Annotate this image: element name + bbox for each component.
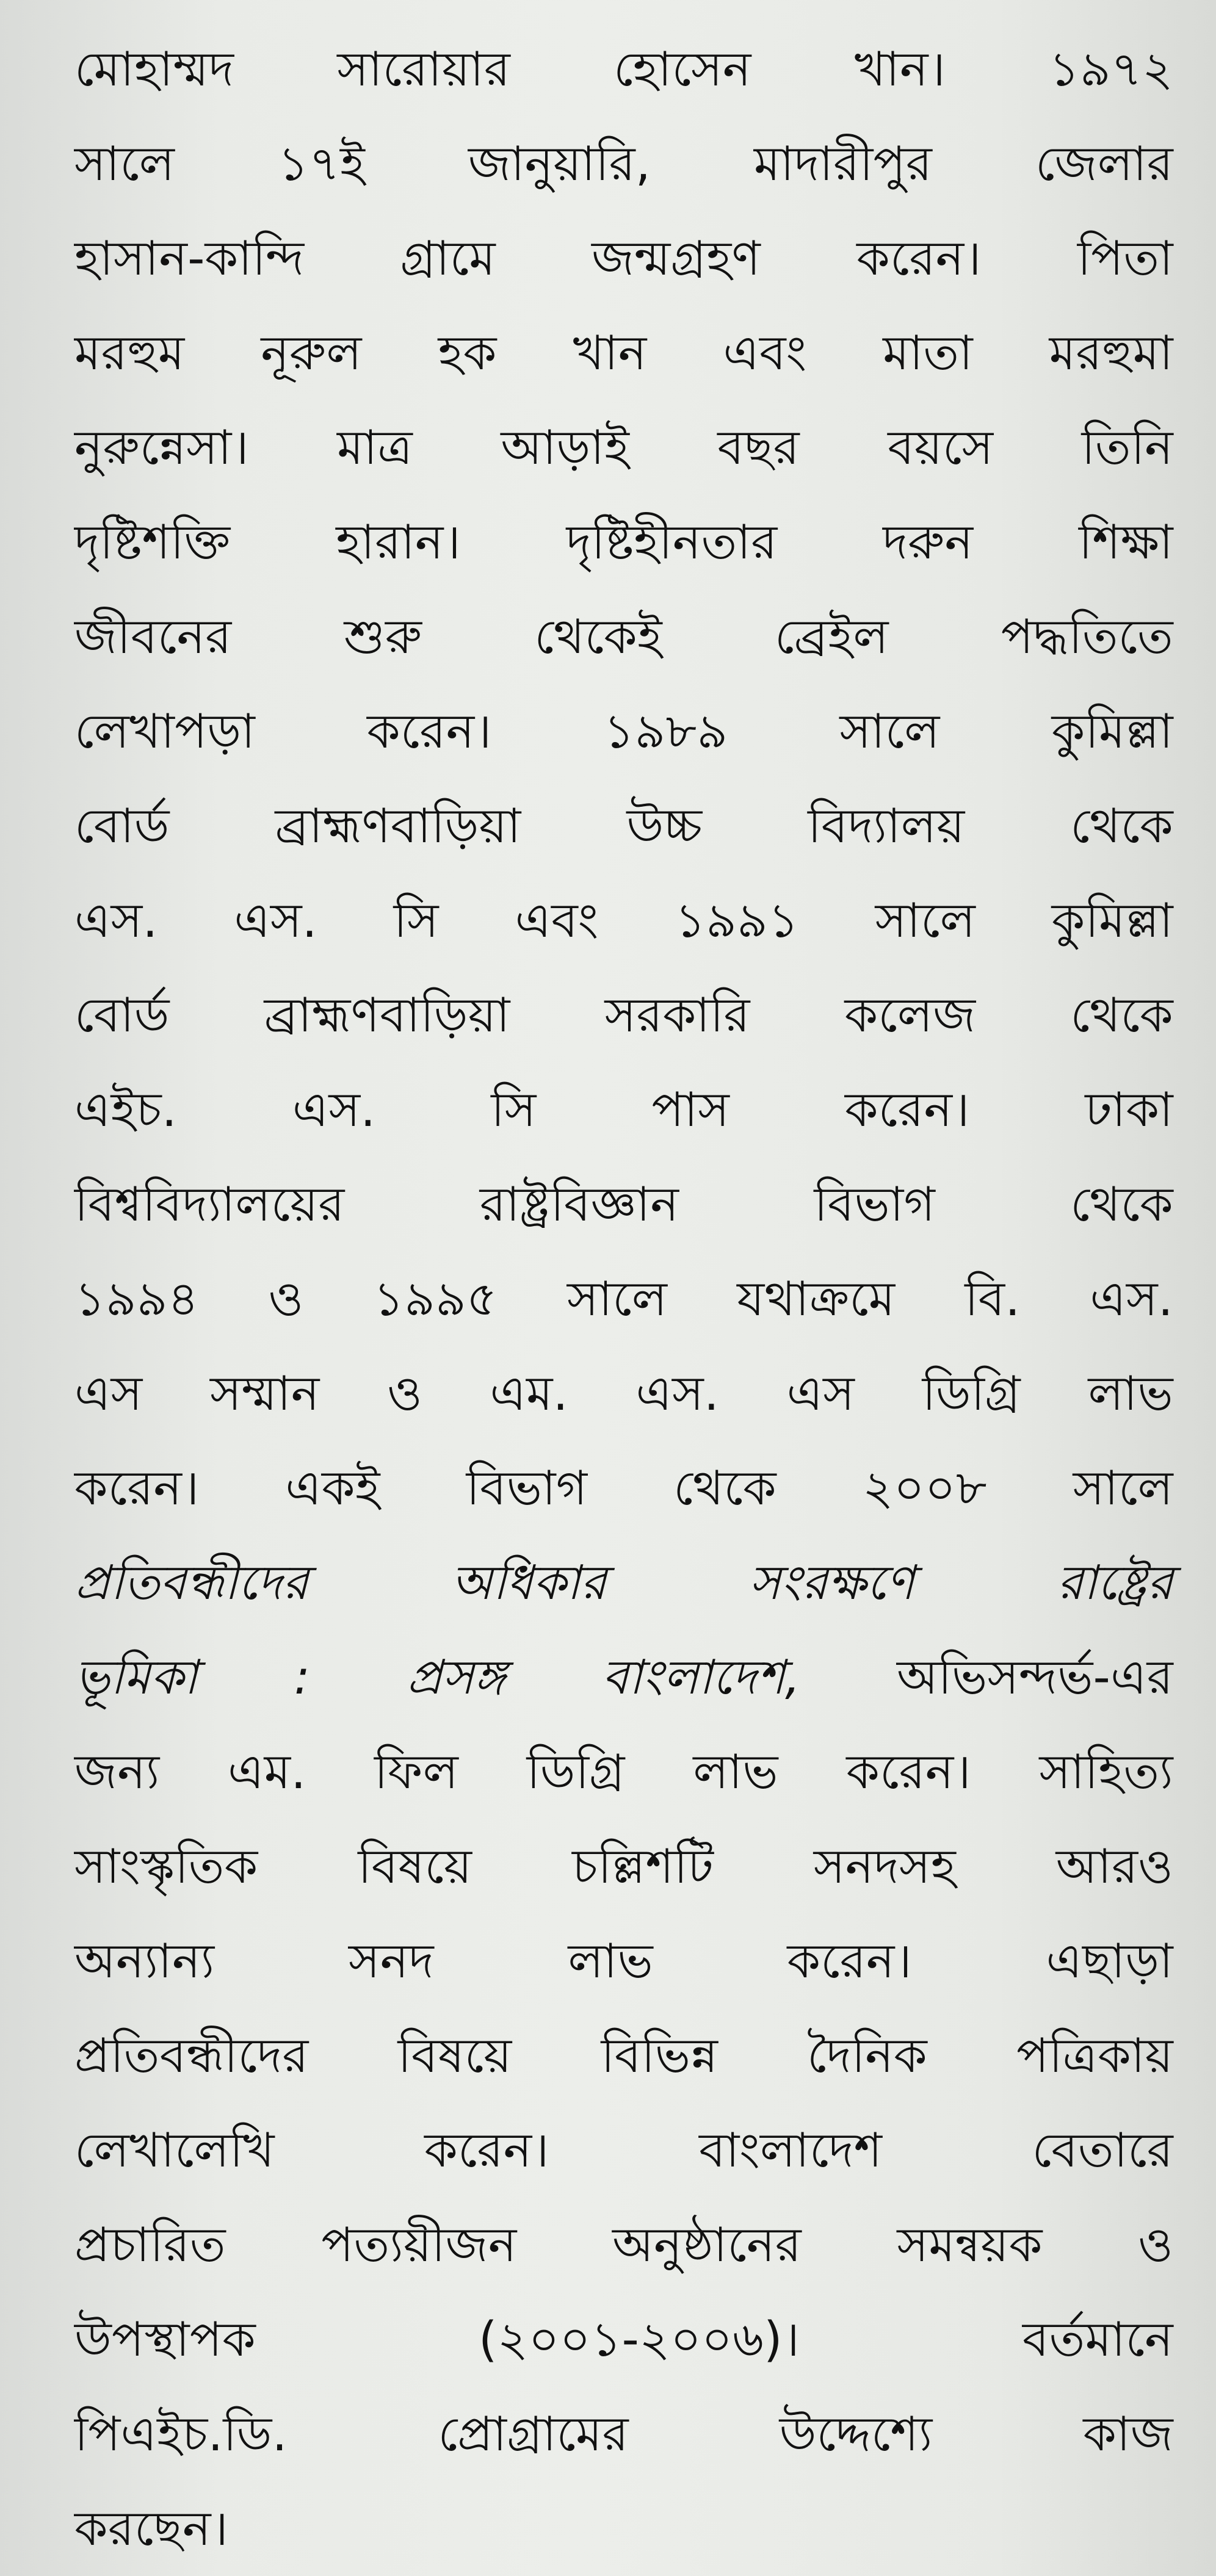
word: মরহুম xyxy=(74,325,185,381)
word: ব্রাহ্মণবাড়িয়া xyxy=(264,987,510,1043)
word: থেকেই xyxy=(534,609,662,665)
word: তিনি xyxy=(1081,420,1173,475)
word: আরও xyxy=(1055,1839,1173,1894)
word: ব্রাহ্মণবাড়িয়া xyxy=(275,798,521,854)
word: ও xyxy=(387,1366,422,1421)
word: উপস্থাপক xyxy=(74,2312,256,2367)
word: করেন। xyxy=(856,231,982,286)
word: পত্যয়ীজন xyxy=(321,2217,517,2273)
text-line xyxy=(74,684,1173,779)
word: ১৭ই xyxy=(278,136,365,192)
word: লেখাপড়া xyxy=(74,704,256,759)
biography-paragraph xyxy=(74,22,1173,2576)
text-line xyxy=(74,211,1173,306)
text-line xyxy=(74,968,1173,1063)
word: থেকে xyxy=(673,1460,776,1516)
word: সালে xyxy=(1073,1460,1173,1516)
word: অনুষ্ঠানের xyxy=(612,2217,802,2273)
word: নূরুল xyxy=(261,325,362,381)
word: করেন। xyxy=(845,1082,970,1138)
word: এম. xyxy=(490,1366,568,1421)
text-line xyxy=(74,2103,1173,2198)
word: থেকে xyxy=(1070,798,1173,854)
word: কুমিল্লা xyxy=(1051,704,1173,759)
word: (২০০১-২০০৬)। xyxy=(478,2312,800,2367)
word: এম. xyxy=(228,1744,306,1800)
word: খান। xyxy=(854,41,946,97)
word: জন্মগ্রহণ xyxy=(592,231,761,286)
text-line xyxy=(74,2481,1173,2576)
word: লাভ xyxy=(693,1744,778,1800)
word: করেন। xyxy=(846,1744,971,1800)
text-line xyxy=(74,495,1173,590)
word: ও xyxy=(268,1271,304,1327)
word: ১৯৯৪ xyxy=(74,1271,199,1327)
word: সালে xyxy=(875,893,975,948)
word: ভূমিকা xyxy=(74,1650,198,1705)
word: করেন। xyxy=(787,1933,912,1989)
word: বি. xyxy=(964,1271,1021,1327)
word: ও xyxy=(1138,2217,1173,2273)
word: সি xyxy=(393,893,439,948)
word: দরুন xyxy=(883,514,974,570)
word: ২০০৮ xyxy=(862,1460,987,1516)
word: শুরু xyxy=(344,609,422,665)
word: কাজ xyxy=(1083,2406,1173,2462)
text-line xyxy=(74,1630,1173,1725)
word: বিশ্ববিদ্যালয়ের xyxy=(74,1177,345,1232)
text-line xyxy=(74,779,1173,873)
word: এইচ. xyxy=(74,1082,177,1138)
word: এস. xyxy=(74,893,158,948)
word: প্রোগ্রামের xyxy=(438,2406,629,2462)
word: বিষয়ে xyxy=(358,1839,472,1894)
word: লেখালেখি xyxy=(74,2123,275,2178)
word: পত্রিকায় xyxy=(1016,2028,1173,2084)
word: জন্য xyxy=(74,1744,160,1800)
text-line xyxy=(74,117,1173,211)
text-line xyxy=(74,306,1173,400)
word: ১৯৯৫ xyxy=(373,1271,498,1327)
word: এস. xyxy=(1090,1271,1173,1327)
word: ব্রেইল xyxy=(775,609,889,665)
word: এস xyxy=(786,1366,855,1421)
word: মরহুমা xyxy=(1049,325,1173,381)
text-line xyxy=(74,590,1173,684)
text-line xyxy=(74,1441,1173,1535)
text-line xyxy=(74,873,1173,968)
word: বয়সে xyxy=(888,420,994,475)
word: করেন। xyxy=(74,1460,200,1516)
word: এছাড়া xyxy=(1046,1933,1173,1989)
word: বাংলাদেশ xyxy=(699,2123,883,2178)
word: প্রতিবন্ধীদের xyxy=(74,2028,309,2084)
word: প্রসঙ্গ xyxy=(406,1650,506,1705)
word: দৃষ্টিহীনতার xyxy=(566,514,778,570)
word: বিদ্যালয় xyxy=(808,798,965,854)
text-line xyxy=(74,1157,1173,1252)
word: এবং xyxy=(515,893,599,948)
text-line xyxy=(74,1914,1173,2008)
word: মাতা xyxy=(883,325,973,381)
word: প্রতিবন্ধীদের xyxy=(74,1555,309,1611)
text-line xyxy=(74,2387,1173,2481)
word: আড়াই xyxy=(501,420,630,475)
word: করেন। xyxy=(367,704,492,759)
word: ঢাকা xyxy=(1085,1082,1173,1138)
word: উদ্দেশ্যে xyxy=(779,2406,933,2462)
text-line xyxy=(74,2198,1173,2292)
word: থেকে xyxy=(1070,1177,1173,1232)
word: বিভাগ xyxy=(814,1177,935,1232)
word: কলেজ xyxy=(844,987,976,1043)
word: : xyxy=(294,1650,311,1705)
word: নুরুন্নেসা। xyxy=(74,420,249,475)
text-line xyxy=(74,1252,1173,1346)
word: এবং xyxy=(723,325,807,381)
word: সালে xyxy=(566,1271,668,1327)
word: সনদসহ xyxy=(813,1839,956,1894)
text-line xyxy=(74,400,1173,495)
word: বিষয়ে xyxy=(397,2028,512,2084)
word: হারান। xyxy=(336,514,461,570)
text-line xyxy=(74,2008,1173,2103)
word: সংরক্ষণে xyxy=(749,1555,915,1611)
word: জানুয়ারি, xyxy=(468,136,651,192)
word: উচ্চ xyxy=(626,798,703,854)
word: সনদ xyxy=(348,1933,434,1989)
word: চল্লিশটি xyxy=(572,1839,714,1894)
word: ১৯৯১ xyxy=(675,893,799,948)
word: অন্যান্য xyxy=(74,1933,215,1989)
word: পিতা xyxy=(1077,231,1173,286)
word: অধিকার xyxy=(451,1555,607,1611)
word: সম্মান xyxy=(210,1366,320,1421)
word: কুমিল্লা xyxy=(1051,893,1173,948)
word: সাংস্কৃতিক xyxy=(74,1839,258,1894)
word: খান xyxy=(573,325,647,381)
word: সাহিত্য xyxy=(1039,1744,1173,1800)
word: হোসেন xyxy=(613,41,751,97)
word: বোর্ড xyxy=(74,798,170,854)
text-line xyxy=(74,1535,1173,1630)
word: সালে xyxy=(74,136,175,192)
word: লাভ xyxy=(568,1933,653,1989)
word: হক xyxy=(438,325,497,381)
word: বর্তমানে xyxy=(1022,2312,1173,2367)
text-line xyxy=(74,22,1173,117)
word: সমন্বয়ক xyxy=(897,2217,1043,2273)
word: করছেন। xyxy=(74,2501,229,2556)
word: বিভাগ xyxy=(466,1460,588,1516)
word: সারোয়ার xyxy=(337,41,511,97)
word: পদ্ধতিতে xyxy=(1001,609,1173,665)
word: যথাক্রমে xyxy=(737,1271,896,1327)
word: ১৯৭২ xyxy=(1049,41,1173,97)
word: থেকে xyxy=(1070,987,1173,1043)
word: হাসান-কান্দি xyxy=(74,231,305,286)
word: এস. xyxy=(234,893,317,948)
word: জীবনের xyxy=(74,609,232,665)
word: মোহাম্মদ xyxy=(74,41,234,97)
word: দৃষ্টিশক্তি xyxy=(74,514,231,570)
text-line xyxy=(74,1063,1173,1157)
word: বেতারে xyxy=(1032,2123,1173,2178)
word: ডিগ্রি xyxy=(526,1744,625,1800)
word: বিভিন্ন xyxy=(601,2028,718,2084)
word: দৈনিক xyxy=(807,2028,928,2084)
word: জেলার xyxy=(1035,136,1173,192)
word: সরকারি xyxy=(604,987,750,1043)
word: গ্রামে xyxy=(400,231,496,286)
word: লাভ xyxy=(1088,1366,1173,1421)
word: এস. xyxy=(292,1082,376,1138)
word: বাংলাদেশ, xyxy=(602,1650,801,1705)
word: এস xyxy=(74,1366,143,1421)
word: সালে xyxy=(839,704,940,759)
word: রাষ্ট্রের xyxy=(1057,1555,1173,1611)
word: অভিসন্দর্ভ-এর xyxy=(896,1650,1173,1705)
word: পিএইচ.ডি. xyxy=(74,2406,288,2462)
word: পাস xyxy=(651,1082,730,1138)
word: শিক্ষা xyxy=(1079,514,1173,570)
text-line xyxy=(74,1346,1173,1441)
text-line xyxy=(74,1819,1173,1914)
word: ফিল xyxy=(374,1744,459,1800)
text-line xyxy=(74,1725,1173,1819)
word: রাষ্ট্রবিজ্ঞান xyxy=(479,1177,679,1232)
word: বোর্ড xyxy=(74,987,170,1043)
word: একই xyxy=(285,1460,380,1516)
word: মাত্র xyxy=(337,420,413,475)
word: বছর xyxy=(717,420,800,475)
word: ১৯৮৯ xyxy=(603,704,728,759)
word: সি xyxy=(491,1082,537,1138)
word: প্রচারিত xyxy=(74,2217,226,2273)
word: মাদারীপুর xyxy=(753,136,933,192)
word: এস. xyxy=(635,1366,720,1421)
word: ডিগ্রি xyxy=(922,1366,1021,1421)
word: করেন। xyxy=(424,2123,549,2178)
